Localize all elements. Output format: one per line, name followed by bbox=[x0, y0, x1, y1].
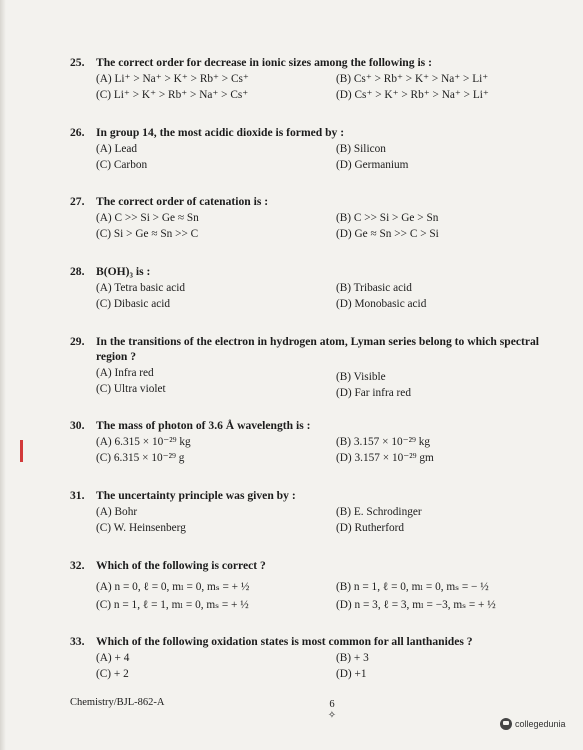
page-number: 6 bbox=[329, 699, 335, 710]
options bbox=[96, 573, 570, 613]
option-b[interactable]: (B) Visible bbox=[336, 371, 386, 383]
options bbox=[96, 433, 570, 467]
question-text: In group 14, the most acidic dioxide is formed by : bbox=[96, 126, 345, 139]
question-25 bbox=[70, 55, 570, 104]
option-a[interactable]: (A) + 4 bbox=[96, 652, 130, 664]
question-number: 32. bbox=[70, 559, 85, 572]
option-b[interactable]: (B) 3.157 × 10⁻²⁹ kg bbox=[336, 436, 431, 448]
options bbox=[96, 70, 570, 104]
question-31 bbox=[70, 488, 570, 537]
question-number: 29. bbox=[70, 335, 85, 348]
red-margin-mark bbox=[20, 440, 23, 462]
option-a[interactable]: (A) Tetra basic acid bbox=[96, 282, 186, 294]
question-29 bbox=[70, 334, 570, 398]
question-number: 25. bbox=[70, 56, 85, 69]
option-c[interactable]: (C) n = 1, ℓ = 1, mₗ = 0, mₛ = + ½ bbox=[96, 599, 249, 611]
option-d[interactable]: (D) +1 bbox=[336, 668, 367, 680]
option-a[interactable]: (A) Bohr bbox=[96, 506, 138, 518]
options bbox=[96, 503, 570, 537]
option-d[interactable]: (D) 3.157 × 10⁻²⁹ gm bbox=[336, 452, 434, 464]
option-c[interactable]: (C) W. Heinsenberg bbox=[96, 522, 186, 534]
option-b[interactable]: (B) n = 1, ℓ = 0, mₗ = 0, mₛ = − ½ bbox=[336, 581, 489, 593]
question-text: The uncertainty principle was given by : bbox=[96, 489, 296, 502]
question-33 bbox=[70, 634, 570, 683]
option-d[interactable]: (D) Cs⁺ > K⁺ > Rb⁺ > Na⁺ > Li⁺ bbox=[336, 89, 489, 101]
question-number: 30. bbox=[70, 419, 85, 432]
option-b[interactable]: (B) Tribasic acid bbox=[336, 282, 412, 294]
question-number: 33. bbox=[70, 635, 85, 648]
option-a[interactable]: (A) Infra red bbox=[96, 367, 154, 379]
option-c[interactable]: (C) + 2 bbox=[96, 668, 129, 680]
option-d[interactable]: (D) n = 3, ℓ = 3, mₗ = −3, mₛ = + ½ bbox=[336, 599, 496, 611]
question-text: The correct order for decrease in ionic sizes among the following is : bbox=[96, 56, 432, 69]
option-d[interactable]: (D) Far infra red bbox=[336, 387, 411, 399]
question-number: 31. bbox=[70, 489, 85, 502]
watermark-logo bbox=[500, 718, 566, 730]
graduation-cap-icon bbox=[500, 718, 512, 730]
options bbox=[96, 279, 570, 313]
question-number: 28. bbox=[70, 265, 85, 278]
option-b[interactable]: (B) + 3 bbox=[336, 652, 369, 664]
page-edge-shadow bbox=[0, 0, 6, 750]
option-d[interactable]: (D) Rutherford bbox=[336, 522, 405, 534]
question-text: The correct order of catenation is : bbox=[96, 195, 269, 208]
question-text: The mass of photon of 3.6 Å wavelength is : bbox=[96, 419, 311, 432]
question-26 bbox=[70, 125, 570, 174]
option-d[interactable]: (D) Monobasic acid bbox=[336, 298, 427, 310]
question-text: Which of the following oxidation states is most common for all lanthanides ? bbox=[96, 635, 473, 648]
question-text: In the transitions of the electron in hydrogen atom, Lyman series belong to which spectral region ? bbox=[96, 335, 540, 363]
question-number: 27. bbox=[70, 195, 85, 208]
option-a[interactable]: (A) Lead bbox=[96, 143, 138, 155]
question-32 bbox=[70, 558, 570, 613]
option-a[interactable]: (A) 6.315 × 10⁻²⁹ kg bbox=[96, 436, 191, 448]
options bbox=[96, 209, 570, 243]
option-d[interactable]: (D) Ge ≈ Sn >> C > Si bbox=[336, 228, 439, 240]
options bbox=[96, 649, 570, 683]
option-c[interactable]: (C) Carbon bbox=[96, 159, 148, 171]
option-b[interactable]: (B) E. Schrodinger bbox=[336, 506, 422, 518]
option-c[interactable]: (C) Si > Ge ≈ Sn >> C bbox=[96, 228, 199, 240]
option-d[interactable]: (D) Germanium bbox=[336, 159, 409, 171]
option-b[interactable]: (B) C >> Si > Ge > Sn bbox=[336, 212, 439, 224]
option-b[interactable]: (B) Cs⁺ > Rb⁺ > K⁺ > Na⁺ > Li⁺ bbox=[336, 73, 489, 85]
question-27 bbox=[70, 194, 570, 243]
page-ornament: ✧ bbox=[327, 710, 337, 721]
options bbox=[96, 364, 570, 398]
question-number: 26. bbox=[70, 126, 85, 139]
option-b[interactable]: (B) Silicon bbox=[336, 143, 386, 155]
option-c[interactable]: (C) Ultra violet bbox=[96, 383, 166, 395]
question-30 bbox=[70, 418, 570, 467]
question-28 bbox=[70, 264, 570, 313]
options bbox=[96, 140, 570, 174]
watermark-brand: collegedunia bbox=[515, 719, 566, 729]
question-text: Which of the following is correct ? bbox=[96, 559, 266, 572]
option-a[interactable]: (A) n = 0, ℓ = 0, mₗ = 0, mₛ = + ½ bbox=[96, 581, 250, 593]
option-c[interactable]: (C) 6.315 × 10⁻²⁹ g bbox=[96, 452, 185, 464]
option-c[interactable]: (C) Dibasic acid bbox=[96, 298, 171, 310]
footer-code: Chemistry/BJL-862-A bbox=[70, 697, 165, 708]
option-a[interactable]: (A) Li⁺ > Na⁺ > K⁺ > Rb⁺ > Cs⁺ bbox=[96, 73, 249, 85]
option-c[interactable]: (C) Li⁺ > K⁺ > Rb⁺ > Na⁺ > Cs⁺ bbox=[96, 89, 249, 101]
option-a[interactable]: (A) C >> Si > Ge ≈ Sn bbox=[96, 212, 199, 224]
question-text: B(OH)₃ is : bbox=[96, 265, 151, 278]
